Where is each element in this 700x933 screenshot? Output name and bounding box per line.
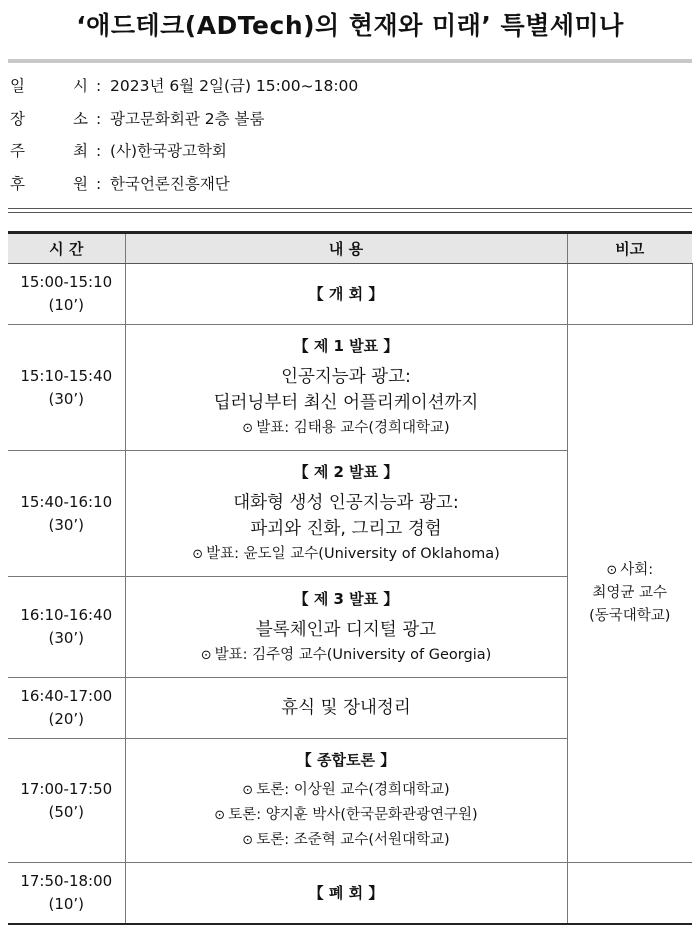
session-heading: 【 종합토론 】	[296, 751, 396, 769]
info-key-char: 후	[10, 174, 25, 193]
discussant-text: 토론: 조준혁 교수(서원대학교)	[256, 832, 450, 848]
info-key-char: 최	[73, 142, 88, 160]
info-key-host	[10, 141, 88, 161]
info-row-sponsor	[10, 174, 690, 207]
content-cell	[125, 264, 567, 325]
section-divider	[8, 208, 692, 209]
presenter-text: 발표: 김주영 교수(University of Georgia)	[214, 646, 492, 663]
session-heading: 【 제 1 발표 】	[293, 337, 399, 355]
discussant-text: 토론: 양지훈 박사(한국문화관광연구원)	[228, 807, 478, 823]
bullet-icon: ⊙	[242, 783, 254, 798]
presenter	[126, 542, 567, 567]
moderator-role: 사회:	[620, 562, 654, 578]
content-cell	[125, 678, 567, 739]
info-value-host: (사)한국광고학회	[110, 142, 227, 160]
moderator-label	[568, 559, 693, 582]
remark-cell	[567, 325, 692, 863]
table-row	[8, 325, 692, 451]
bullet-icon: ⊙	[242, 421, 254, 436]
info-key-char: 시	[73, 77, 88, 95]
info-value-sponsor: 한국언론진흥재단	[110, 174, 230, 193]
bullet-icon: ⊙	[192, 547, 204, 562]
time-cell	[8, 678, 125, 739]
talk-title: 대화형 생성 인공지능과 광고:	[233, 493, 459, 513]
session-heading: 【 제 2 발표 】	[293, 463, 399, 481]
table-row	[8, 264, 692, 325]
discussant	[126, 778, 567, 803]
section-divider	[8, 212, 692, 213]
discussant	[126, 828, 567, 853]
discussant	[126, 803, 567, 828]
presenter-text: 발표: 김태용 교수(경희대학교)	[256, 420, 450, 436]
info-row-venue	[10, 109, 690, 142]
duration: (50’)	[48, 802, 85, 821]
remark-cell	[567, 264, 692, 325]
header-remark: 비고	[567, 233, 692, 264]
time-range: 16:10-16:40	[20, 606, 113, 624]
time-range: 15:00-15:10	[20, 273, 113, 291]
content-cell	[125, 577, 567, 678]
presenter	[126, 416, 567, 441]
page-title: ‘애드테크(ADTech)의 현재와 미래’ 특별세미나	[76, 11, 624, 40]
info-colon: :	[96, 142, 102, 160]
info-colon: :	[96, 77, 102, 95]
info-row-host	[10, 141, 690, 174]
duration: (30’)	[48, 389, 85, 408]
table-row	[8, 863, 692, 924]
info-value-venue: 광고문화회관 2층 볼룸	[110, 109, 265, 128]
time-range: 17:50-18:00	[20, 871, 113, 890]
time-cell	[8, 264, 125, 325]
info-colon: :	[96, 109, 102, 128]
remark-cell	[567, 863, 692, 924]
time-range: 15:40-16:10	[20, 492, 113, 511]
session-heading: 【 폐 회 】	[308, 883, 384, 902]
time-range: 16:40-17:00	[20, 687, 113, 705]
bullet-icon: ⊙	[242, 833, 254, 848]
duration: (20’)	[48, 710, 85, 728]
info-key-char: 원	[73, 174, 88, 193]
event-info	[10, 76, 690, 206]
info-key-char: 소	[73, 109, 88, 128]
info-key-sponsor	[10, 174, 88, 194]
content-cell	[125, 451, 567, 577]
time-cell	[8, 577, 125, 678]
content-cell	[125, 739, 567, 863]
break-text: 휴식 및 장내정리	[281, 698, 411, 718]
time-range: 17:00-17:50	[20, 779, 113, 798]
presenter-text: 발표: 윤도일 교수(University of Oklahoma)	[206, 546, 500, 562]
moderator-affiliation: (동국대학교)	[589, 608, 671, 624]
bullet-icon: ⊙	[214, 808, 226, 823]
time-cell	[8, 451, 125, 577]
time-range: 15:10-15:40	[20, 366, 113, 385]
info-row-date	[10, 76, 690, 109]
discussant-text: 토론: 이상원 교수(경희대학교)	[256, 782, 450, 798]
content-cell	[125, 863, 567, 924]
moderator-name: 최영균 교수	[592, 585, 668, 601]
bullet-icon: ⊙	[606, 563, 618, 578]
session-heading: 【 개 회 】	[308, 285, 384, 303]
header-content: 내 용	[125, 233, 567, 264]
duration: (10’)	[48, 894, 85, 913]
info-key-char: 주	[10, 142, 25, 160]
duration: (10’)	[48, 296, 85, 314]
bullet-icon: ⊙	[200, 647, 212, 663]
table-header-row	[8, 233, 692, 264]
title-divider	[8, 59, 692, 63]
session-heading: 【 제 3 발표 】	[293, 589, 399, 608]
time-cell	[8, 739, 125, 863]
talk-title: 파괴와 진화, 그리고 경험	[250, 519, 442, 539]
info-key-venue	[10, 109, 88, 129]
schedule-table	[8, 231, 693, 925]
duration: (30’)	[48, 515, 85, 534]
presenter	[126, 643, 567, 668]
content-cell	[125, 325, 567, 451]
info-value-date: 2023년 6월 2일(금) 15:00~18:00	[110, 77, 359, 95]
duration: (30’)	[48, 629, 85, 647]
talk-title: 인공지능과 광고:	[281, 367, 411, 387]
info-key-char: 장	[10, 109, 25, 128]
info-key-char: 일	[10, 77, 25, 95]
time-cell	[8, 863, 125, 924]
talk-title: 블록체인과 디지털 광고	[255, 619, 437, 640]
header-time: 시 간	[8, 233, 125, 264]
time-cell	[8, 325, 125, 451]
info-colon: :	[96, 174, 102, 193]
talk-title: 딥러닝부터 최신 어플리케이션까지	[213, 393, 479, 413]
info-key-date	[10, 76, 88, 96]
